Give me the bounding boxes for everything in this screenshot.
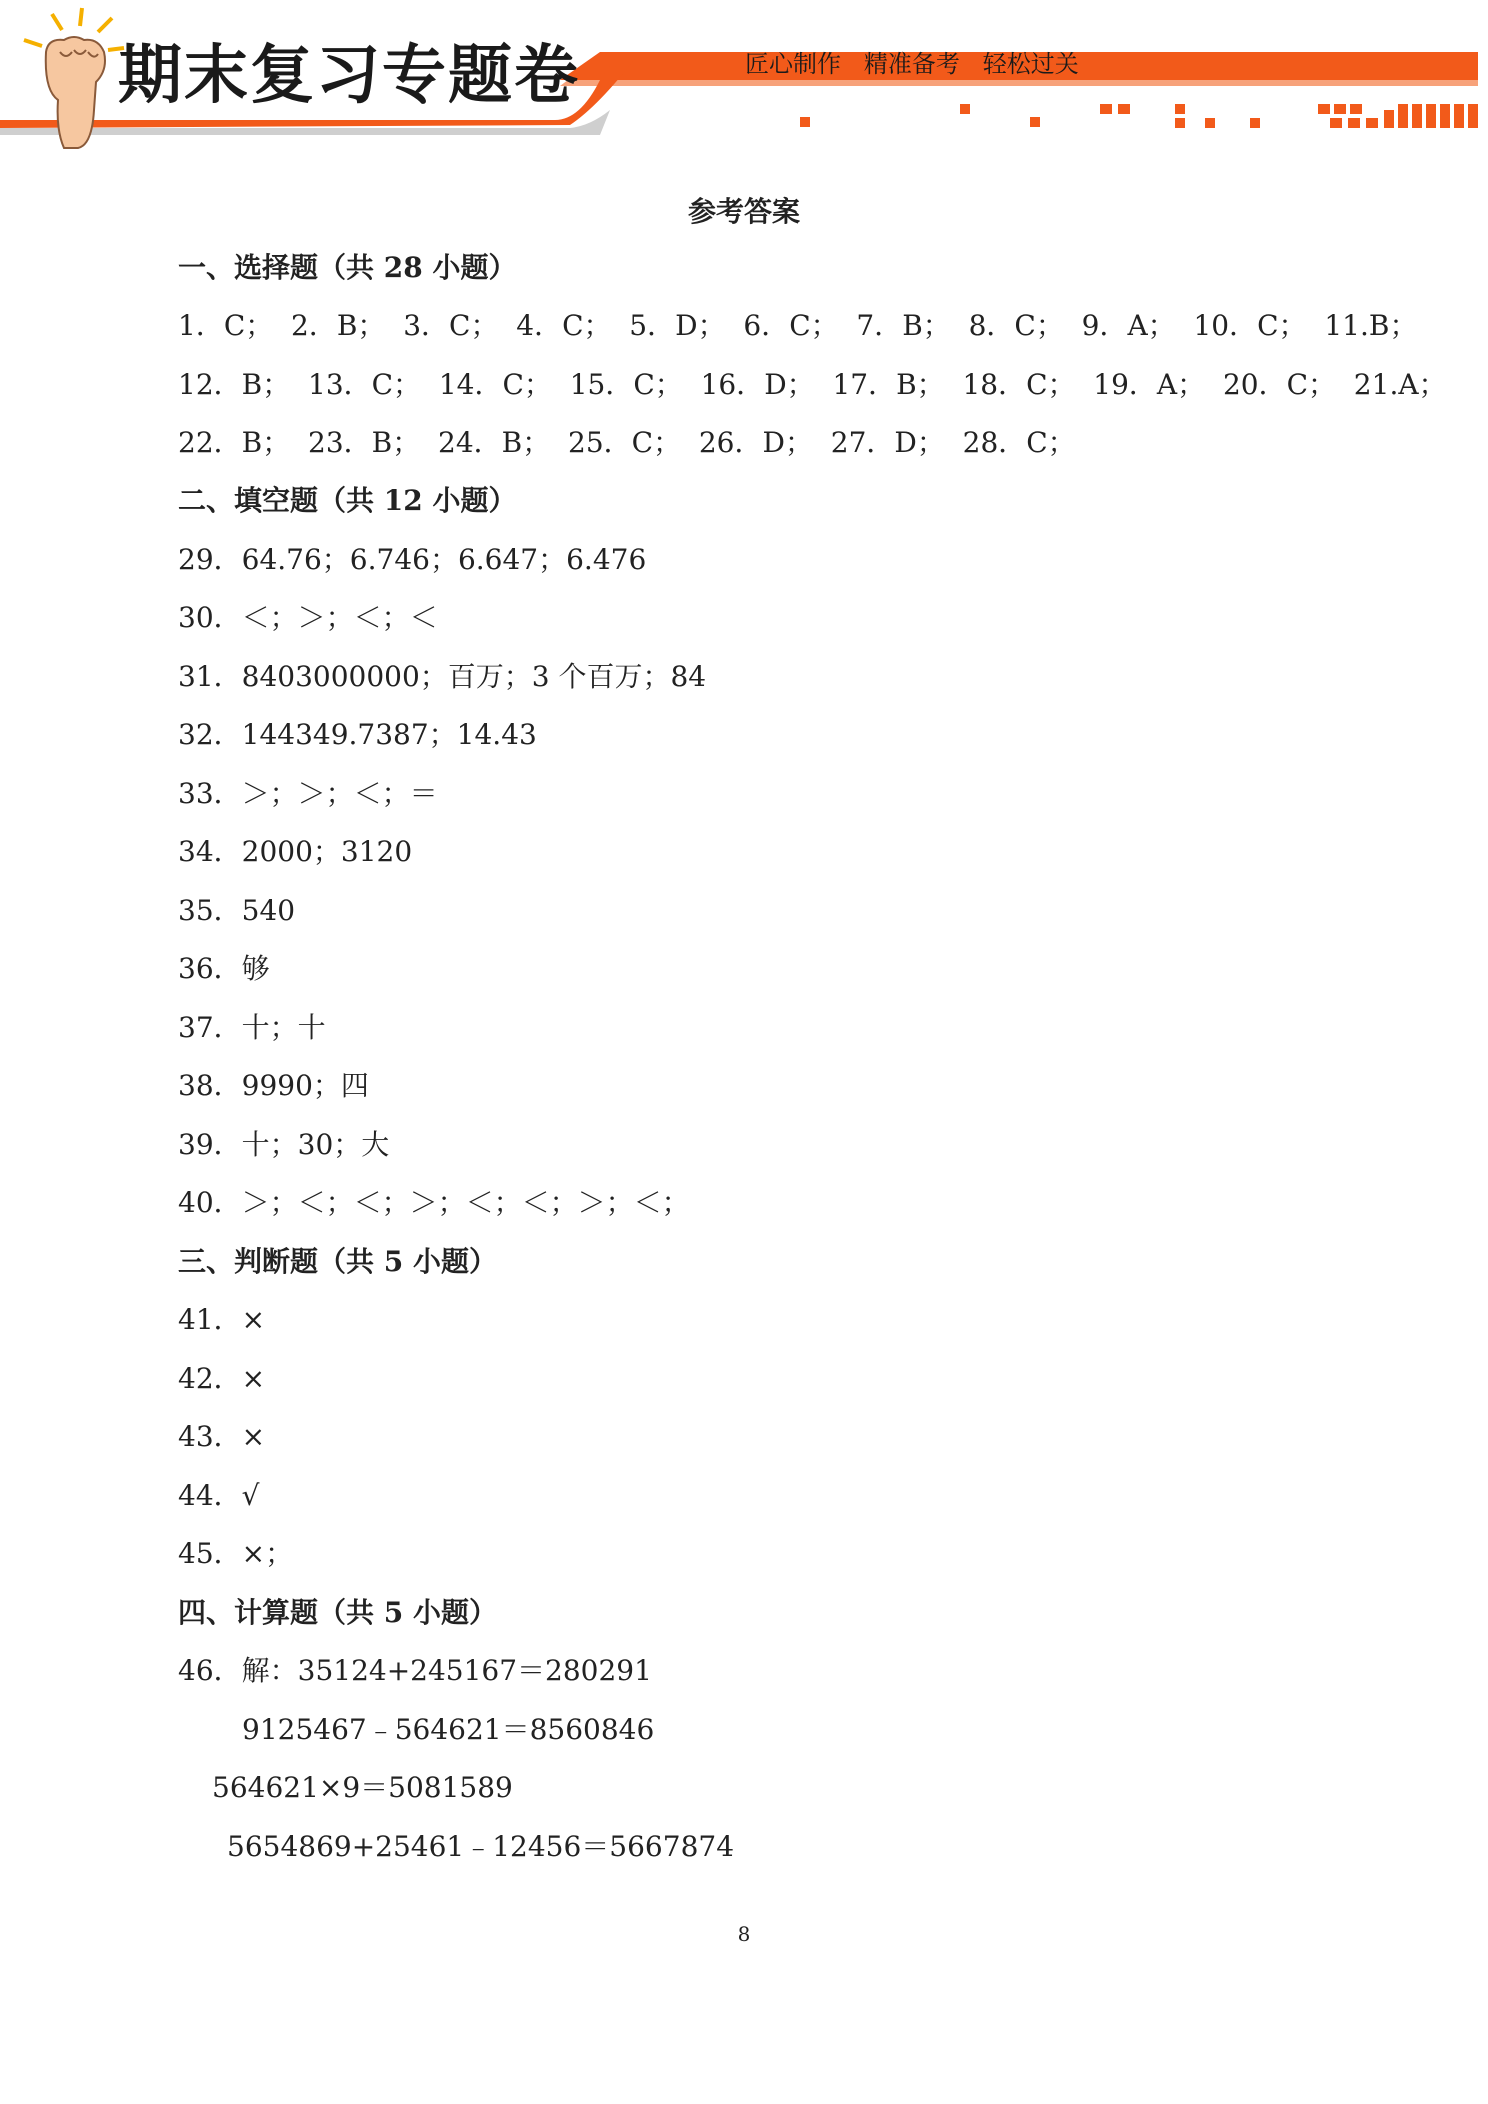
answer-line: 40．＞；＜；＜；＞；＜；＜；＞；＜； bbox=[178, 1186, 690, 1219]
answer-line: 46．解：35124+245167＝280291 bbox=[178, 1654, 652, 1687]
answer-line: 1．C； 2．B； 3．C； 4．C； 5．D； 6．C； 7．B； 8．C； 9．A； 10．C； 11.B； bbox=[178, 309, 1418, 342]
answer-line: 43．× bbox=[178, 1420, 266, 1453]
answer-line: 41．× bbox=[178, 1303, 266, 1336]
answer-line: 32．144349.7387；14.43 bbox=[178, 718, 537, 751]
answer-line: 9125467﹣564621＝8560846 bbox=[242, 1713, 655, 1746]
section-heading-choice: 一、选择题（共 28 小题） bbox=[178, 251, 517, 284]
answer-line: 33．＞；＞；＜；＝ bbox=[178, 777, 438, 810]
page-header bbox=[0, 0, 1488, 150]
answer-line: 39．十；30；大 bbox=[178, 1128, 390, 1161]
section-heading-calc: 四、计算题（共 5 小题） bbox=[178, 1596, 497, 1629]
answer-line: 31．8403000000；百万；3 个百万；84 bbox=[178, 660, 707, 693]
page-number: 8 bbox=[737, 1922, 751, 1946]
answer-line: 564621×9＝5081589 bbox=[212, 1771, 513, 1804]
banner-title: 期末复习专题卷 bbox=[118, 39, 580, 113]
answer-line: 44．√ bbox=[178, 1479, 260, 1512]
answer-line: 42．× bbox=[178, 1362, 266, 1395]
answer-line: 12．B； 13．C； 14．C； 15．C； 16．D； 17．B； 18．C； 19．A； 20．C； 21.A； bbox=[178, 368, 1447, 401]
answer-line: 29．64.76；6.746；6.647；6.476 bbox=[178, 543, 647, 576]
answer-line: 35．540 bbox=[178, 894, 296, 927]
document-title: 参考答案 bbox=[687, 195, 800, 228]
answer-line: 22．B； 23．B； 24．B； 25．C； 26．D； 27．D； 28．C； bbox=[178, 426, 1076, 459]
answer-line: 36．够 bbox=[178, 952, 270, 985]
answer-line: 5654869+25461﹣12456＝5667874 bbox=[227, 1830, 735, 1863]
banner-slogan: 匠心制作 精准备考 轻松过关 bbox=[745, 50, 1079, 78]
section-heading-fill: 二、填空题（共 12 小题） bbox=[178, 484, 517, 517]
answer-line: 30．＜；＞；＜；＜ bbox=[178, 601, 438, 634]
answer-line: 34．2000；3120 bbox=[178, 835, 413, 868]
section-heading-judge: 三、判断题（共 5 小题） bbox=[178, 1245, 497, 1278]
answer-line: 38．9990；四 bbox=[178, 1069, 369, 1102]
answer-line: 37．十；十 bbox=[178, 1011, 326, 1044]
answer-line: 45．×； bbox=[178, 1537, 294, 1570]
